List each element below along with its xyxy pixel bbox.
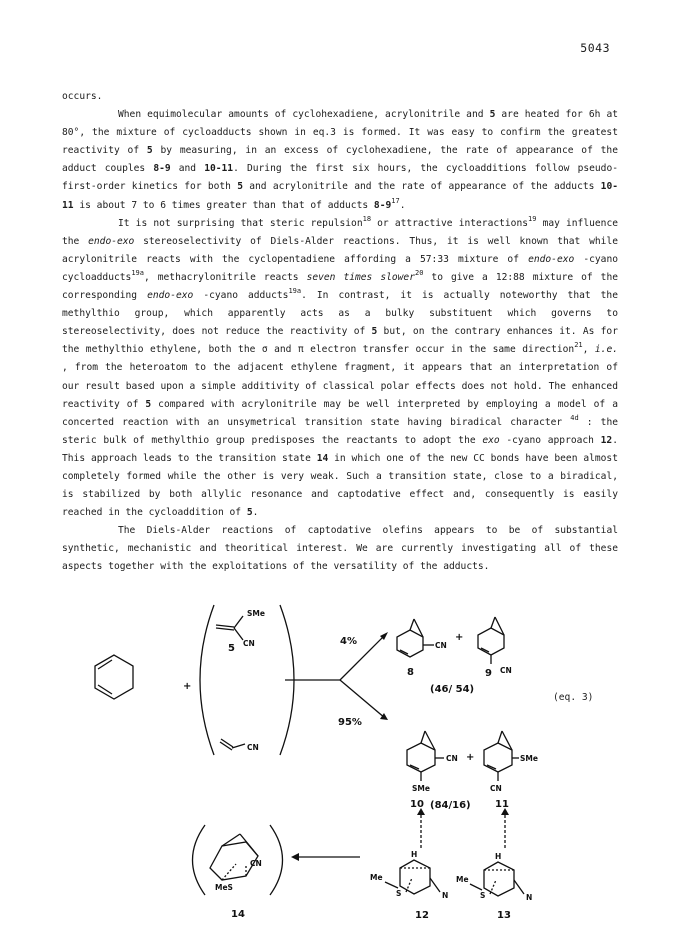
paragraph-1: When equimolecular amounts of cyclohexadiene, acrylonitrile and 5 are heated for 6h at 80°, the mixture of cycloadducts shown in eq.3 is formed. It was easy to confirm the greatest reactivity of 5 by measuring, in an excess of cyclohexadiene, the rate of appearance of the adduct couples 8-9 and 10-11. During the first six hours, the cycloadditions follow pseudo-first-order kinetics for both 5 and acrylonitrile and the rate of appearance of the adducts 10-11 is about 7 to 6 times greater than that of adducts $8-9^{17}$. bbox=[62, 109, 618, 211]
plus-sign-products: + bbox=[455, 632, 464, 643]
product-8-label: 8 bbox=[407, 667, 414, 678]
product-9-label: 9 bbox=[485, 668, 492, 679]
plus-sign-products-2: + bbox=[466, 752, 475, 763]
left-parenthesis bbox=[200, 605, 214, 755]
product-8-structure bbox=[397, 619, 434, 657]
right-parenthesis-14 bbox=[270, 825, 283, 895]
product-10-structure bbox=[407, 731, 444, 781]
product-11-structure bbox=[484, 731, 519, 781]
ratio-8-9: (46/ 54) bbox=[430, 684, 475, 695]
ts12-n: N bbox=[442, 891, 449, 900]
yield-lower: 95% bbox=[338, 717, 362, 728]
paragraph-2: It is not surprising that steric repulsion$^{18}$ or attractive interactions$^{19}$ may influence the endo-exo stereoselectivity of Diels-Alder reactions. Thus, it is well known that while acrylonitrile reacts with the cyclopentadiene affording a 57:33 mixture of endo-exo -cyano cycloadducts$^{19a}$, methacrylonitrile reacts seven times slower$^{20}$ to give a 12:88 mixture of the corresponding endo-exo -cyano adducts$^{19a}$. In contrast, it is actually noteworthy that the methylthio group, which apparently acts as a bulky substituent which governs to stereoselectivity, does not reduce the reactivity of 5 but, on the contrary enhances it. As for the methylthio ethylene, both the σ and π electron transfer occur in the same direction$^{21}$, i.e. , from the heteroatom to the adjacent ethylene fragment, it appears that an interpretation of our result based upon a simple additivity of classical polar effects does not hold. The enhanced reactivity of 5 compared with acrylonitrile may be well interpreted by employing a model of a concerted reaction with an unsymetrical transition state having biradical character $^{4d}$ : the steric bulk of methylthio group predisposes the reactants to adopt the exo -cyano approach 12. This approach leads to the transition state 14 in which one of the new CC bonds have been almost completely formed while the other is very weak. Such a transition state, close to a biradical, is stabilized by both allylic resonance and captodative effect and, consequently is easily reached in the cycloaddition of 5. bbox=[62, 214, 618, 519]
page-number: 5043 bbox=[580, 41, 610, 55]
ts12-h: H bbox=[411, 850, 418, 859]
ts12-me: Me bbox=[370, 873, 383, 882]
product-11-sme: SMe bbox=[520, 754, 538, 763]
cyclohexadiene-structure bbox=[95, 655, 133, 699]
transition-state-13-structure bbox=[470, 862, 524, 896]
transition-state-14-structure bbox=[210, 834, 258, 880]
dienophile-5-structure bbox=[216, 616, 243, 640]
transition-state-12-structure bbox=[385, 860, 440, 894]
paragraph-3: The Diels-Alder reactions of captodative olefins appears to be of substantial synthetic, mechanistic and theoritical interest. We are currently investigating all of these aspects together with the exploitations of the versatility of the adducts. bbox=[62, 525, 618, 573]
ts14-cn: CN bbox=[250, 859, 262, 868]
paragraph-0: occurs. bbox=[62, 91, 103, 102]
reference-marker: 17 bbox=[391, 196, 400, 205]
product-9-cn: CN bbox=[500, 666, 512, 675]
arrow-lower bbox=[340, 680, 385, 718]
equation-label: (eq. 3) bbox=[553, 692, 594, 703]
ts13-s: S bbox=[480, 891, 486, 900]
product-9-structure bbox=[478, 617, 504, 664]
product-8-cn: CN bbox=[435, 641, 447, 650]
ts14-label: 14 bbox=[231, 909, 245, 920]
ts13-n: N bbox=[526, 893, 533, 902]
ts13-me: Me bbox=[456, 875, 469, 884]
product-10-cn: CN bbox=[446, 754, 458, 763]
ratio-10-11: (84/16) bbox=[430, 800, 471, 811]
product-10-label: 10 bbox=[410, 799, 424, 810]
reagent-5-sme: SMe bbox=[247, 609, 265, 618]
plus-sign: + bbox=[183, 681, 192, 692]
left-parenthesis-14 bbox=[193, 825, 206, 895]
reagent-5-label: 5 bbox=[228, 643, 235, 654]
acrylonitrile-structure bbox=[220, 739, 245, 750]
acrylonitrile-cn: CN bbox=[247, 743, 259, 752]
ts14-mes: MeS bbox=[215, 883, 233, 892]
product-10-sme: SMe bbox=[412, 784, 430, 793]
product-11-label: 11 bbox=[495, 799, 509, 810]
ts13-label: 13 bbox=[497, 910, 511, 921]
ts12-s: S bbox=[396, 889, 402, 898]
arrowhead-14 bbox=[291, 853, 299, 861]
reagent-5-cn: CN bbox=[243, 639, 255, 648]
ts12-label: 12 bbox=[415, 910, 429, 921]
yield-upper: 4% bbox=[340, 636, 357, 647]
ts13-h: H bbox=[495, 852, 502, 861]
product-11-cn: CN bbox=[490, 784, 502, 793]
